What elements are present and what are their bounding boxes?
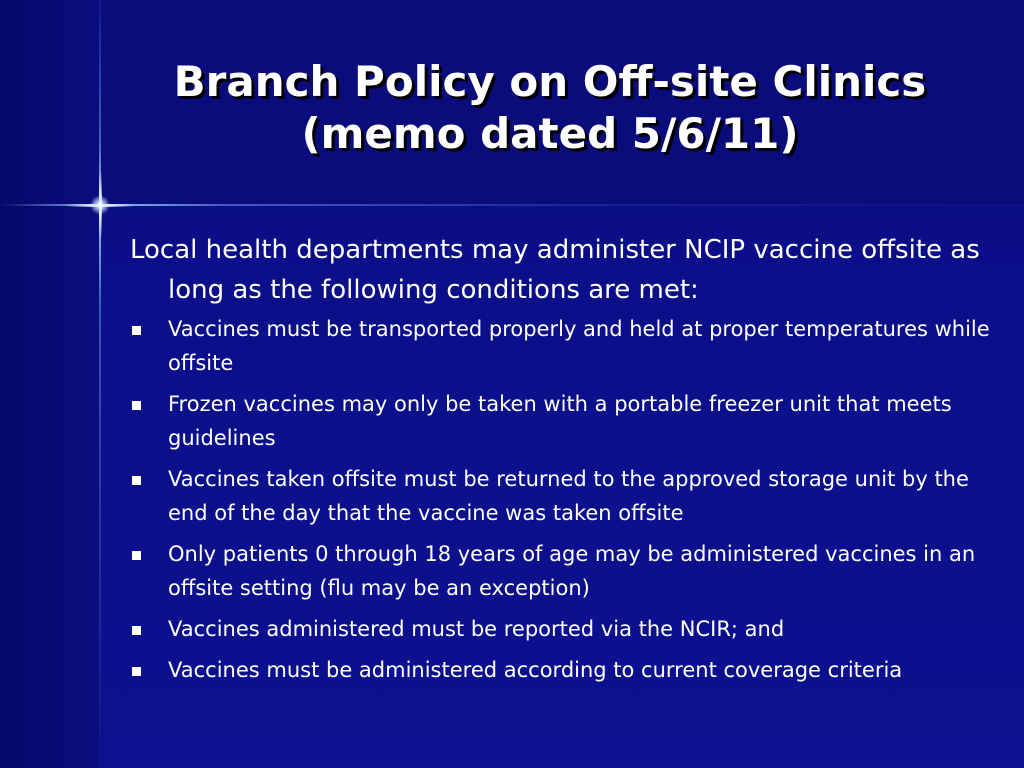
list-item xyxy=(130,612,990,646)
intro-paragraph: Local health departments may administer NCIP vaccine offsite as long as the following conditions are met: xyxy=(130,235,980,305)
square-bullet-icon xyxy=(132,326,141,335)
slide-title-line-1: Branch Policy on Off-site Clinics xyxy=(173,57,927,106)
square-bullet-icon xyxy=(132,551,141,560)
list-item-text: Vaccines administered must be reported via the NCIR; and xyxy=(168,617,785,641)
slide-body xyxy=(130,230,990,694)
square-bullet-icon xyxy=(132,401,141,410)
list-item-text: Frozen vaccines may only be taken with a portable freezer unit that meets guidelines xyxy=(168,392,952,450)
list-item xyxy=(130,387,990,455)
sparkle-glow xyxy=(90,195,110,215)
list-item-text: Vaccines must be administered according to current coverage criteria xyxy=(168,658,903,682)
conditions-list xyxy=(130,312,990,687)
list-item xyxy=(130,653,990,687)
list-item-text: Vaccines taken offsite must be returned to the approved storage unit by the end of the day that the vaccine was taken offsite xyxy=(168,467,969,525)
list-item xyxy=(130,537,990,605)
vertical-divider-line xyxy=(99,0,101,768)
list-item xyxy=(130,462,990,530)
left-band xyxy=(0,0,100,768)
slide-title xyxy=(110,56,990,160)
list-item xyxy=(130,312,990,380)
horizontal-divider-line xyxy=(0,204,1024,206)
square-bullet-icon xyxy=(132,476,141,485)
list-item-text: Vaccines must be transported properly and held at proper temperatures while offsite xyxy=(168,317,990,375)
square-bullet-icon xyxy=(132,626,141,635)
slide-title-line-2: (memo dated 5/6/11) xyxy=(301,109,799,158)
list-item-text: Only patients 0 through 18 years of age may be administered vaccines in an offsite setting (flu may be an exception) xyxy=(168,542,976,600)
square-bullet-icon xyxy=(132,667,141,676)
